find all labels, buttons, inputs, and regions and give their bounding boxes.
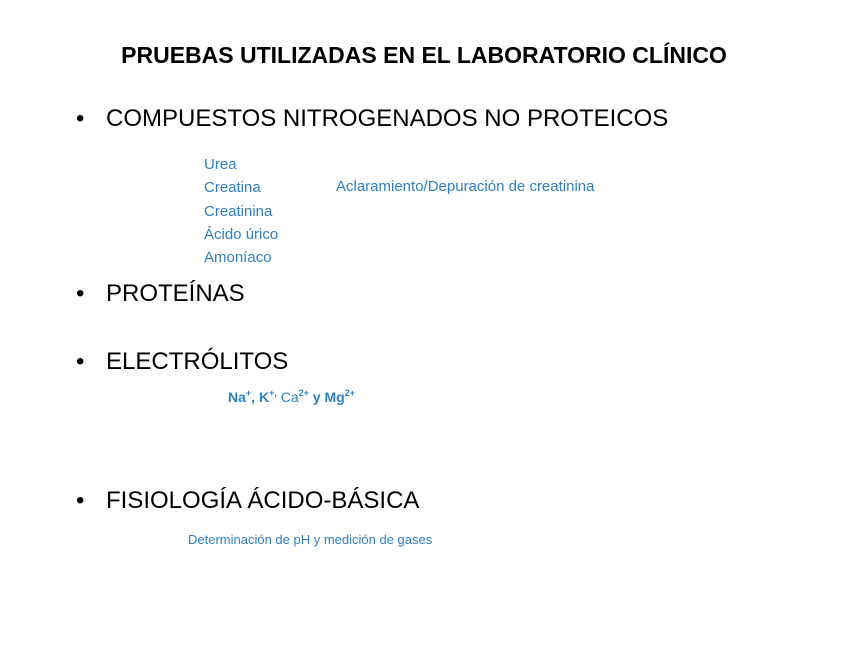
list-item: Amoníaco xyxy=(204,249,272,267)
ion-na: Na xyxy=(228,389,246,405)
bullet-dot: • xyxy=(76,105,85,132)
aclaramiento-note: Aclaramiento/Depuración de creatinina xyxy=(336,178,595,195)
page-title: PRUEBAS UTILIZADAS EN EL LABORATORIO CLÍNICO xyxy=(121,42,727,68)
ion-ca-charge: 2+ xyxy=(298,388,309,398)
list-item: Creatina xyxy=(204,179,261,197)
bullet-nitrogenados-label: COMPUESTOS NITROGENADOS NO PROTEICOS xyxy=(106,105,669,132)
ion-na-charge: + xyxy=(245,388,252,398)
gases-note: Determinación de pH y medición de gases xyxy=(188,532,433,547)
ion-k-charge: +, xyxy=(269,388,277,398)
ion-ca: Ca xyxy=(280,389,299,405)
ion-mg-charge: 2+ xyxy=(344,388,355,398)
list-item: Urea xyxy=(204,156,237,173)
bullet-proteinas-label: PROTEÍNAS xyxy=(106,280,245,307)
bullet-nitrogenados xyxy=(76,105,668,133)
bullet-dot: • xyxy=(76,348,85,375)
list-item: Creatinina xyxy=(204,202,273,220)
ion-k: K xyxy=(258,389,270,405)
ion-mg: Mg xyxy=(324,389,345,405)
bullet-fisiologia-label: FISIOLOGÍA ÁCIDO-BÁSICA xyxy=(106,487,420,514)
electrolitos-ions: Na+, K+, $Ca^{2+}$ y $Mg^{2+}$ xyxy=(228,388,355,405)
ion-y: y xyxy=(312,389,321,405)
nitrogenados-list xyxy=(204,153,278,269)
bullet-dot: • xyxy=(76,487,85,514)
bullet-dot: • xyxy=(76,280,85,307)
bullet-proteinas xyxy=(76,280,245,308)
bullet-fisiologia xyxy=(76,487,419,515)
bullet-electrolitos-label: ELECTRÓLITOS xyxy=(106,348,289,375)
list-item: Ácido úrico xyxy=(204,225,279,243)
bullet-electrolitos xyxy=(76,348,288,376)
